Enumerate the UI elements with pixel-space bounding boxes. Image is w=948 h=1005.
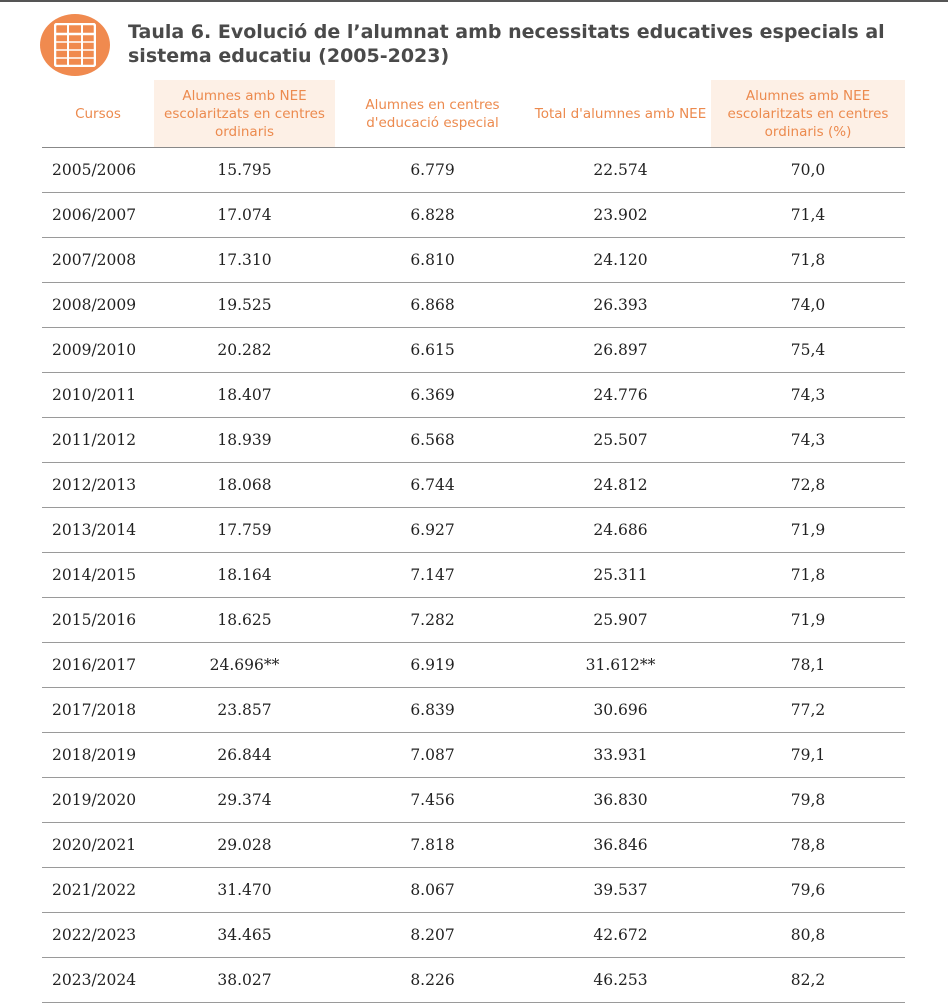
column-header-educacio-especial: Alumnes en centres d'educació especial xyxy=(335,80,530,148)
educacio-especial-cell: 7.147 xyxy=(335,553,530,598)
nee-ordinaris-cell: 18.164 xyxy=(154,553,335,598)
course-cell: 2021/2022 xyxy=(42,868,154,913)
total-nee-cell: 26.393 xyxy=(530,283,711,328)
course-cell: 2013/2014 xyxy=(42,508,154,553)
percent-ordinaris-cell: 82,2 xyxy=(711,958,905,1003)
nee-ordinaris-cell: 29.028 xyxy=(154,823,335,868)
educacio-especial-cell: 6.744 xyxy=(335,463,530,508)
educacio-especial-cell: 8.207 xyxy=(335,913,530,958)
total-nee-cell: 24.776 xyxy=(530,373,711,418)
total-nee-cell: 33.931 xyxy=(530,733,711,778)
nee-ordinaris-cell: 17.310 xyxy=(154,238,335,283)
course-cell: 2009/2010 xyxy=(42,328,154,373)
nee-ordinaris-cell: 38.027 xyxy=(154,958,335,1003)
course-cell: 2008/2009 xyxy=(42,283,154,328)
course-cell: 2022/2023 xyxy=(42,913,154,958)
total-nee-cell: 24.686 xyxy=(530,508,711,553)
table-row xyxy=(42,193,905,238)
educacio-especial-cell: 6.839 xyxy=(335,688,530,733)
percent-ordinaris-cell: 79,6 xyxy=(711,868,905,913)
percent-ordinaris-cell: 79,8 xyxy=(711,778,905,823)
total-nee-cell: 30.696 xyxy=(530,688,711,733)
table-body xyxy=(42,148,905,1003)
percent-ordinaris-cell: 78,8 xyxy=(711,823,905,868)
table-caption xyxy=(40,14,940,78)
table-row xyxy=(42,553,905,598)
nee-ordinaris-cell: 15.795 xyxy=(154,148,335,193)
nee-ordinaris-cell: 24.696** xyxy=(154,643,335,688)
percent-ordinaris-cell: 71,4 xyxy=(711,193,905,238)
total-nee-cell: 22.574 xyxy=(530,148,711,193)
column-header-percent-ordinaris: Alumnes amb NEE escolaritzats en centres ordinaris (%) xyxy=(711,80,905,148)
nee-ordinaris-cell: 26.844 xyxy=(154,733,335,778)
table-header-row xyxy=(42,80,905,148)
course-cell: 2018/2019 xyxy=(42,733,154,778)
educacio-especial-cell: 6.828 xyxy=(335,193,530,238)
course-cell: 2012/2013 xyxy=(42,463,154,508)
educacio-especial-cell: 6.868 xyxy=(335,283,530,328)
total-nee-cell: 42.672 xyxy=(530,913,711,958)
table-icon xyxy=(54,23,96,67)
percent-ordinaris-cell: 70,0 xyxy=(711,148,905,193)
course-cell: 2011/2012 xyxy=(42,418,154,463)
course-cell: 2015/2016 xyxy=(42,598,154,643)
table-row xyxy=(42,868,905,913)
educacio-especial-cell: 7.087 xyxy=(335,733,530,778)
table-row xyxy=(42,958,905,1003)
nee-ordinaris-cell: 17.759 xyxy=(154,508,335,553)
nee-ordinaris-cell: 18.625 xyxy=(154,598,335,643)
percent-ordinaris-cell: 72,8 xyxy=(711,463,905,508)
course-cell: 2007/2008 xyxy=(42,238,154,283)
table-row xyxy=(42,148,905,193)
nee-ordinaris-cell: 18.939 xyxy=(154,418,335,463)
educacio-especial-cell: 6.369 xyxy=(335,373,530,418)
educacio-especial-cell: 7.456 xyxy=(335,778,530,823)
top-rule xyxy=(0,0,948,2)
nee-ordinaris-cell: 18.407 xyxy=(154,373,335,418)
table-row xyxy=(42,823,905,868)
table-row xyxy=(42,418,905,463)
educacio-especial-cell: 7.282 xyxy=(335,598,530,643)
percent-ordinaris-cell: 74,3 xyxy=(711,418,905,463)
data-table-container xyxy=(42,80,905,1003)
educacio-especial-cell: 8.226 xyxy=(335,958,530,1003)
course-cell: 2016/2017 xyxy=(42,643,154,688)
nee-ordinaris-cell: 34.465 xyxy=(154,913,335,958)
column-header-total-nee: Total d'alumnes amb NEE xyxy=(530,80,711,148)
percent-ordinaris-cell: 71,8 xyxy=(711,238,905,283)
table-title: Taula 6. Evolució de l’alumnat amb necessitats educatives especials al sistema educatiu (2005-2023) xyxy=(128,21,885,67)
educacio-especial-cell: 7.818 xyxy=(335,823,530,868)
nee-ordinaris-cell: 20.282 xyxy=(154,328,335,373)
educacio-especial-cell: 8.067 xyxy=(335,868,530,913)
total-nee-cell: 36.830 xyxy=(530,778,711,823)
percent-ordinaris-cell: 74,3 xyxy=(711,373,905,418)
table-row xyxy=(42,688,905,733)
column-header-nee-ordinaris: Alumnes amb NEE escolaritzats en centres ordinaris xyxy=(154,80,335,148)
course-cell: 2006/2007 xyxy=(42,193,154,238)
nee-ordinaris-cell: 19.525 xyxy=(154,283,335,328)
educacio-especial-cell: 6.568 xyxy=(335,418,530,463)
table-row xyxy=(42,778,905,823)
total-nee-cell: 46.253 xyxy=(530,958,711,1003)
total-nee-cell: 23.902 xyxy=(530,193,711,238)
table-row xyxy=(42,463,905,508)
nee-ordinaris-cell: 18.068 xyxy=(154,463,335,508)
nee-ordinaris-cell: 23.857 xyxy=(154,688,335,733)
percent-ordinaris-cell: 71,9 xyxy=(711,508,905,553)
table-row xyxy=(42,643,905,688)
table-row xyxy=(42,373,905,418)
table-row xyxy=(42,238,905,283)
percent-ordinaris-cell: 79,1 xyxy=(711,733,905,778)
table-row xyxy=(42,913,905,958)
course-cell: 2023/2024 xyxy=(42,958,154,1003)
educacio-especial-cell: 6.927 xyxy=(335,508,530,553)
total-nee-cell: 26.897 xyxy=(530,328,711,373)
percent-ordinaris-cell: 71,8 xyxy=(711,553,905,598)
course-cell: 2017/2018 xyxy=(42,688,154,733)
students-nee-table xyxy=(42,80,905,1003)
percent-ordinaris-cell: 78,1 xyxy=(711,643,905,688)
total-nee-cell: 24.812 xyxy=(530,463,711,508)
table-row xyxy=(42,733,905,778)
educacio-especial-cell: 6.779 xyxy=(335,148,530,193)
percent-ordinaris-cell: 80,8 xyxy=(711,913,905,958)
total-nee-cell: 25.311 xyxy=(530,553,711,598)
percent-ordinaris-cell: 74,0 xyxy=(711,283,905,328)
course-cell: 2020/2021 xyxy=(42,823,154,868)
total-nee-cell: 25.907 xyxy=(530,598,711,643)
percent-ordinaris-cell: 75,4 xyxy=(711,328,905,373)
column-header-cursos: Cursos xyxy=(42,80,154,148)
nee-ordinaris-cell: 17.074 xyxy=(154,193,335,238)
table-row xyxy=(42,283,905,328)
total-nee-cell: 31.612** xyxy=(530,643,711,688)
course-cell: 2010/2011 xyxy=(42,373,154,418)
table-badge xyxy=(40,14,110,76)
educacio-especial-cell: 6.615 xyxy=(335,328,530,373)
course-cell: 2019/2020 xyxy=(42,778,154,823)
course-cell: 2005/2006 xyxy=(42,148,154,193)
total-nee-cell: 24.120 xyxy=(530,238,711,283)
table-row xyxy=(42,328,905,373)
total-nee-cell: 25.507 xyxy=(530,418,711,463)
percent-ordinaris-cell: 71,9 xyxy=(711,598,905,643)
nee-ordinaris-cell: 31.470 xyxy=(154,868,335,913)
nee-ordinaris-cell: 29.374 xyxy=(154,778,335,823)
total-nee-cell: 39.537 xyxy=(530,868,711,913)
total-nee-cell: 36.846 xyxy=(530,823,711,868)
course-cell: 2014/2015 xyxy=(42,553,154,598)
percent-ordinaris-cell: 77,2 xyxy=(711,688,905,733)
educacio-especial-cell: 6.919 xyxy=(335,643,530,688)
table-row xyxy=(42,598,905,643)
educacio-especial-cell: 6.810 xyxy=(335,238,530,283)
table-row xyxy=(42,508,905,553)
